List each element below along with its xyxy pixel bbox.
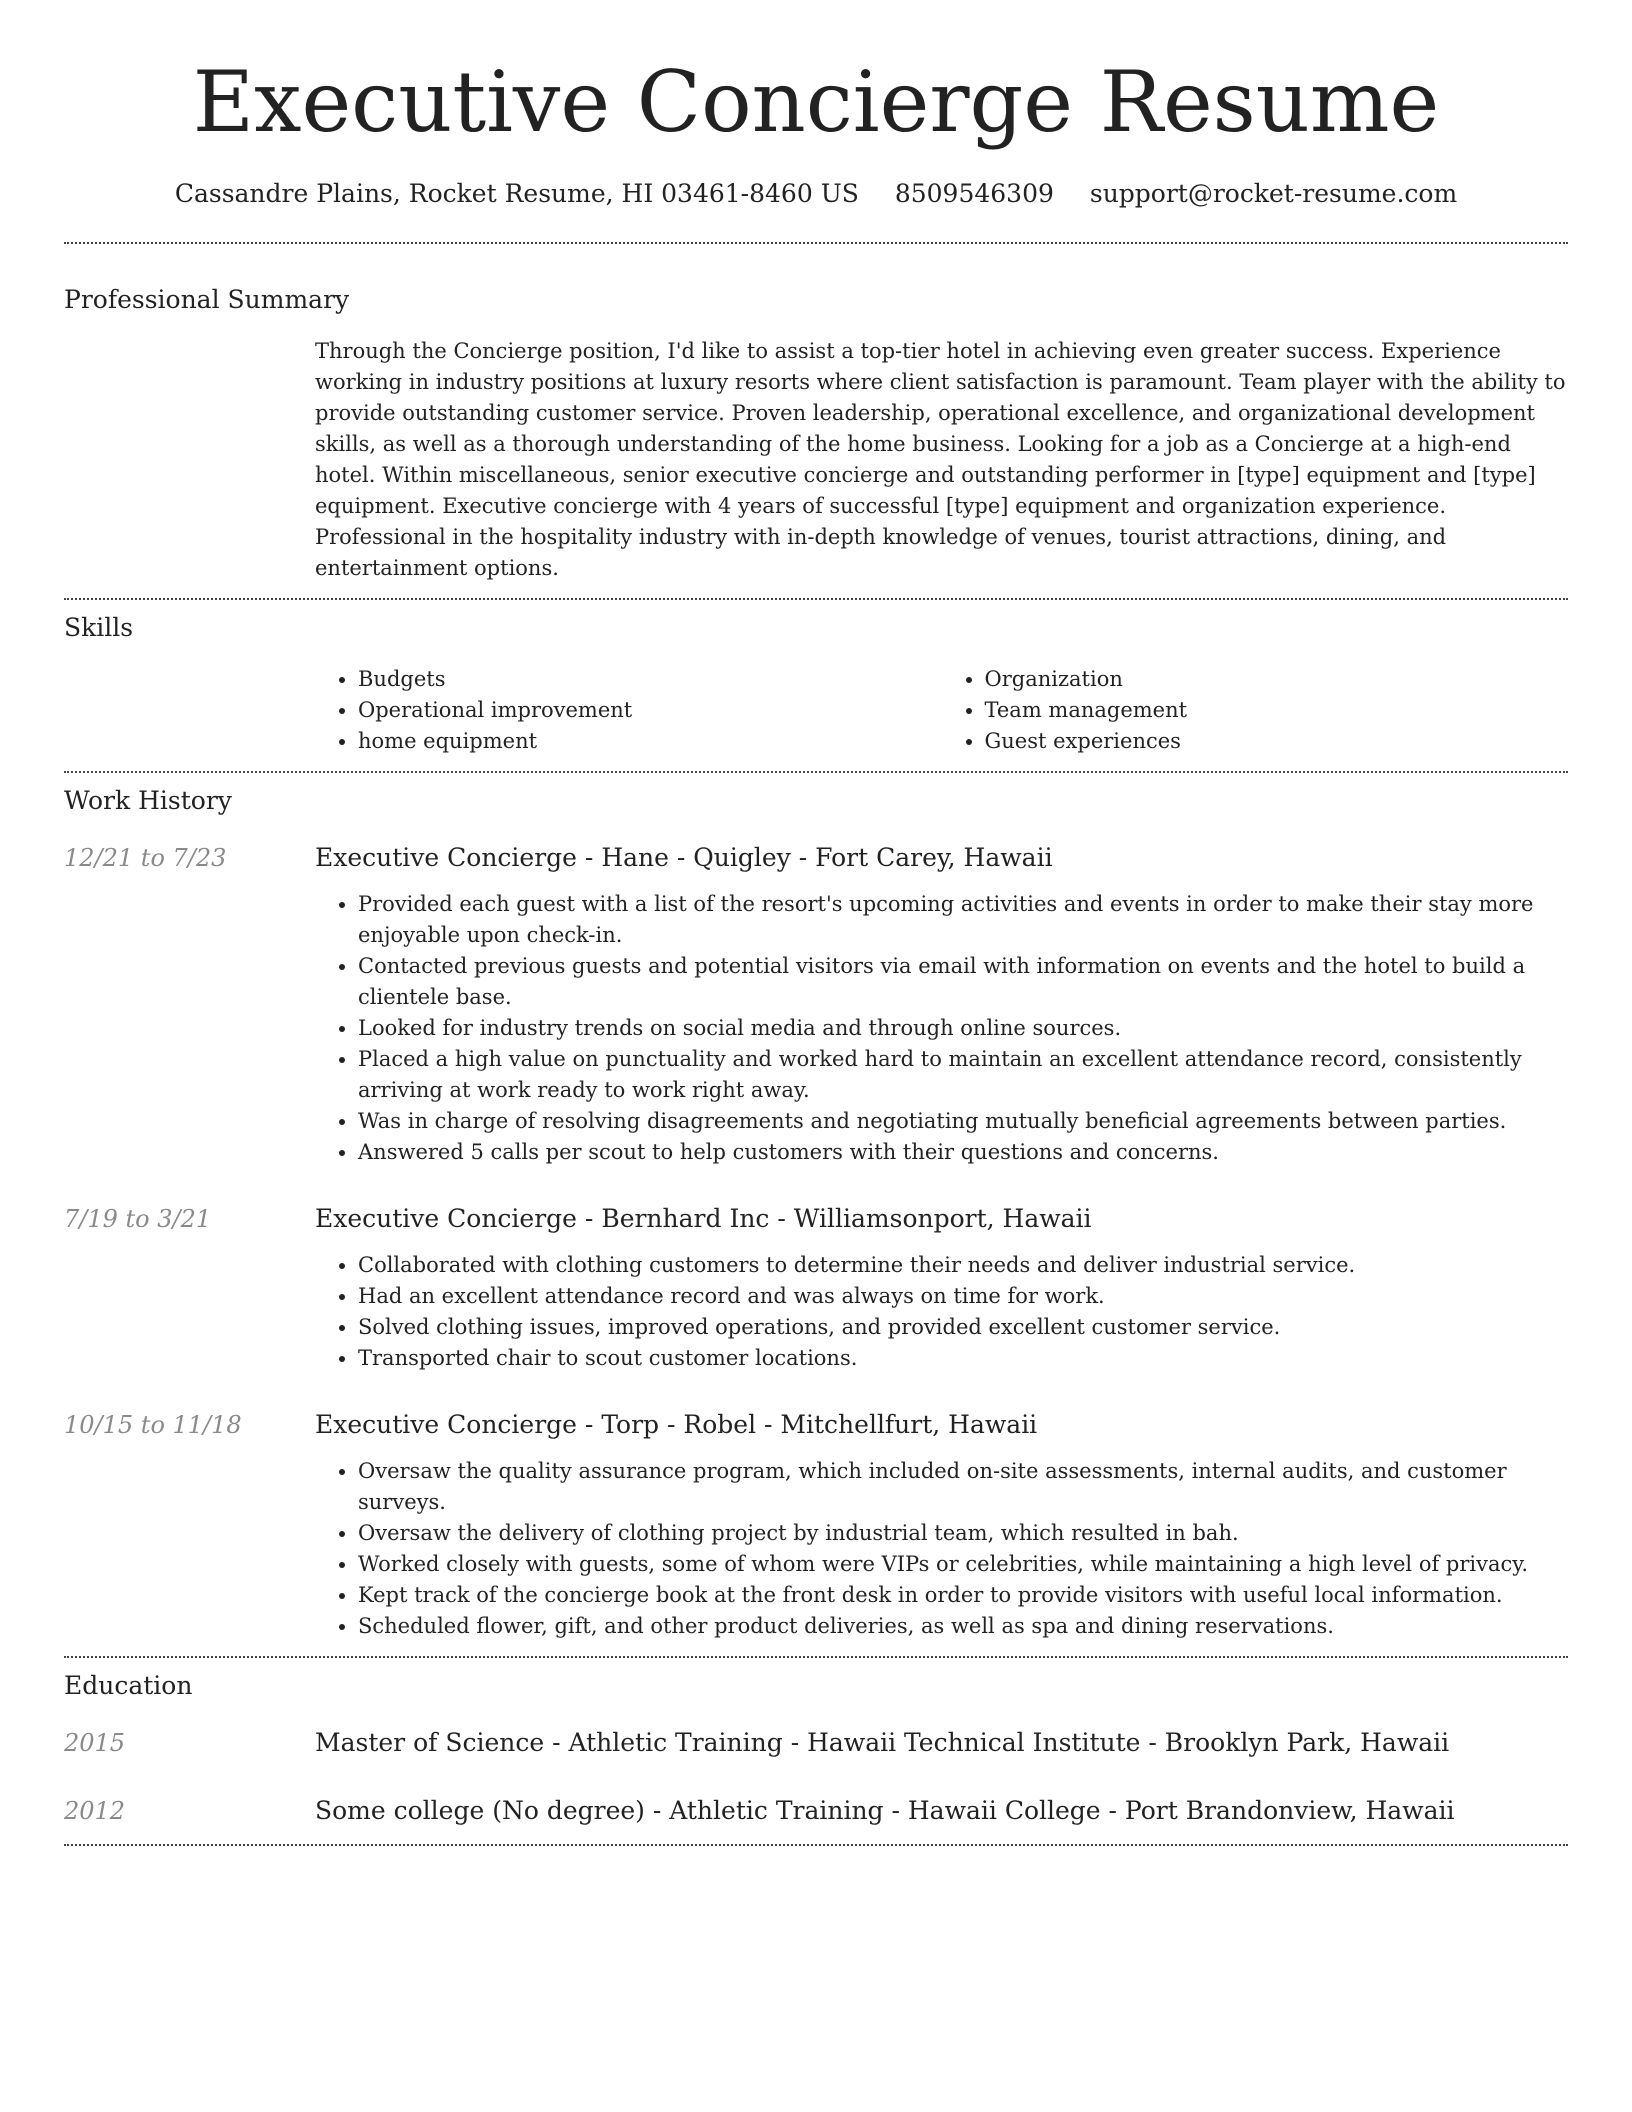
job-entry bbox=[64, 1200, 1568, 1374]
job-title: Executive Concierge - Bernhard Inc - Williamsonport, Hawaii bbox=[315, 1204, 1092, 1233]
education-entry bbox=[64, 1792, 1568, 1830]
job-bullets bbox=[315, 889, 1568, 1168]
job-bullets bbox=[315, 1456, 1568, 1642]
job-bullet: • Contacted previous guests and potential visitors via email with information on events and the hotel to build a clientele base. bbox=[358, 951, 1568, 1013]
contact-address: Cassandre Plains, Rocket Resume, HI 03461-8460 US bbox=[174, 179, 859, 208]
job-bullet: • Solved clothing issues, improved operations, and provided excellent customer service. bbox=[358, 1312, 1568, 1343]
skill-item: • Organization bbox=[985, 664, 1569, 695]
job-date: 10/15 to 11/18 bbox=[64, 1411, 242, 1439]
contact-email: support@rocket-resume.com bbox=[1089, 179, 1458, 208]
education-title: Master of Science - Athletic Training - Hawaii Technical Institute - Brooklyn Park, Hawaii bbox=[315, 1728, 1450, 1757]
section-title-skills: Skills bbox=[64, 613, 134, 642]
job-entry bbox=[64, 1406, 1568, 1642]
job-title: Executive Concierge - Torp - Robel - Mitchellfurt, Hawaii bbox=[315, 1410, 1038, 1439]
education-date: 2015 bbox=[64, 1729, 126, 1757]
job-bullet: • Kept track of the concierge book at the front desk in order to provide visitors with useful local information. bbox=[358, 1580, 1568, 1611]
job-bullet: • Had an excellent attendance record and was always on time for work. bbox=[358, 1281, 1568, 1312]
job-bullet: • Transported chair to scout customer locations. bbox=[358, 1343, 1568, 1374]
education-section bbox=[64, 1658, 1568, 1844]
job-bullet: • Collaborated with clothing customers to determine their needs and deliver industrial service. bbox=[358, 1250, 1568, 1281]
job-bullet: • Was in charge of resolving disagreements and negotiating mutually beneficial agreements between parties. bbox=[358, 1106, 1568, 1137]
job-bullet: • Oversaw the delivery of clothing project by industrial team, which resulted in bah. bbox=[358, 1518, 1568, 1549]
job-bullet: • Oversaw the quality assurance program, which included on-site assessments, internal audits, and customer surveys. bbox=[358, 1456, 1568, 1518]
skill-item: • Operational improvement bbox=[358, 695, 942, 726]
skill-item: • home equipment bbox=[358, 726, 942, 757]
work-history-section bbox=[64, 773, 1568, 1656]
job-bullet: • Provided each guest with a list of the resort's upcoming activities and events in order to make their stay more enjoyable upon check-in. bbox=[358, 889, 1568, 951]
job-bullet: • Looked for industry trends on social media and through online sources. bbox=[358, 1013, 1568, 1044]
skill-item: • Guest experiences bbox=[985, 726, 1569, 757]
skills-section bbox=[64, 600, 1568, 771]
contact-phone: 8509546309 bbox=[894, 179, 1054, 208]
section-title-education: Education bbox=[64, 1671, 193, 1700]
skills-column-left bbox=[315, 664, 942, 757]
job-bullet: • Worked closely with guests, some of whom were VIPs or celebrities, while maintaining a high level of privacy. bbox=[358, 1549, 1568, 1580]
job-title: Executive Concierge - Hane - Quigley - Fort Carey, Hawaii bbox=[315, 843, 1053, 872]
summary-text: Through the Concierge position, I'd like to assist a top-tier hotel in achieving even greater success. Experience working in industry positions at luxury resorts where client satisfaction is paramount. Team player with the ability to provide outstanding customer service. Proven leadership, operational excellence, and organizational development skills, as well as a thorough understanding of the home business. Looking for a job as a Concierge at a high-end hotel. Within miscellaneous, senior executive concierge and outstanding performer in [type] equipment and [type] equipment. Executive concierge with 4 years of successful [type] equipment and organization experience. Professional in the hospitality industry with in-depth knowledge of venues, tourist attractions, dining, and entertainment options. bbox=[315, 339, 1566, 580]
skills-column-right bbox=[942, 664, 1569, 757]
job-bullet: • Placed a high value on punctuality and worked hard to maintain an excellent attendance record, consistently arriving at work ready to work right away. bbox=[358, 1044, 1568, 1106]
job-entry bbox=[64, 839, 1568, 1168]
contact-line bbox=[64, 176, 1568, 212]
education-date: 2012 bbox=[64, 1797, 126, 1825]
job-bullet: • Scheduled flower, gift, and other product deliveries, as well as spa and dining reservations. bbox=[358, 1611, 1568, 1642]
divider bbox=[64, 1844, 1568, 1846]
skill-item: • Budgets bbox=[358, 664, 942, 695]
section-title-work-history: Work History bbox=[64, 786, 232, 815]
summary-section bbox=[64, 244, 1568, 598]
job-bullet: • Answered 5 calls per scout to help customers with their questions and concerns. bbox=[358, 1137, 1568, 1168]
job-bullets bbox=[315, 1250, 1568, 1374]
job-date: 7/19 to 3/21 bbox=[64, 1205, 212, 1233]
education-title: Some college (No degree) - Athletic Training - Hawaii College - Port Brandonview, Hawaii bbox=[315, 1796, 1455, 1825]
resume-title: Executive Concierge Resume bbox=[192, 53, 1440, 151]
education-entry bbox=[64, 1724, 1568, 1762]
skills-list bbox=[315, 664, 1568, 757]
section-title-summary: Professional Summary bbox=[64, 285, 350, 314]
skill-item: • Team management bbox=[985, 695, 1569, 726]
job-date: 12/21 to 7/23 bbox=[64, 844, 227, 872]
